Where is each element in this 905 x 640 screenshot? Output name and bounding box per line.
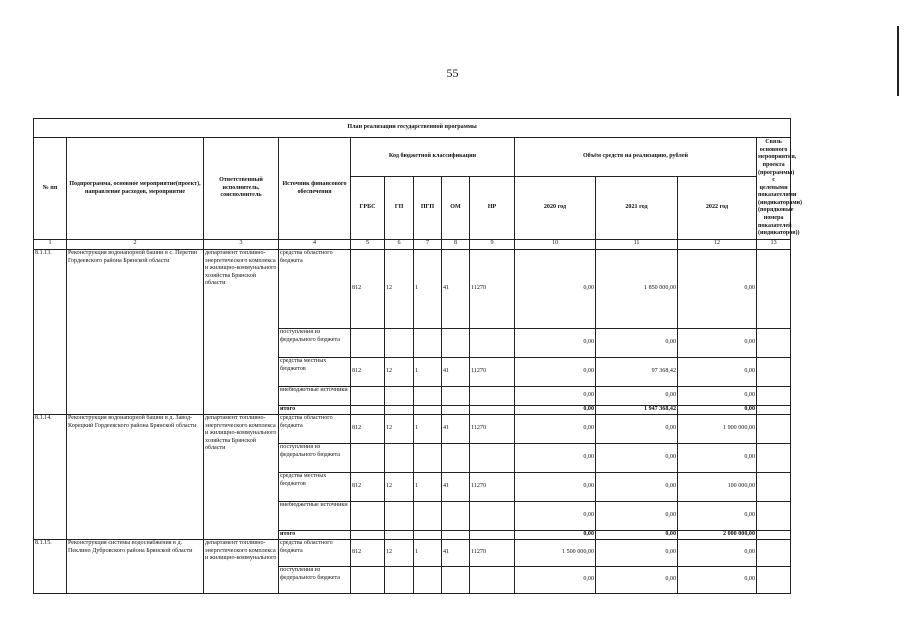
code-nr [470, 329, 515, 358]
amount-2020: 0,00 [515, 473, 596, 502]
amount-2022: 0,00 [678, 250, 757, 329]
indicator-link-cell [757, 444, 791, 473]
item-responsible: департамент топливно-энергетического комплекса и жилищно-коммунального хозяйства Брянской области [204, 415, 279, 540]
code-grbs [351, 329, 385, 358]
code-grbs: 812 [351, 415, 385, 444]
empty-code-cell [385, 406, 414, 415]
code-om [442, 444, 470, 473]
indicator-link-cell [757, 415, 791, 444]
empty-code-cell [470, 531, 515, 540]
item-name: Реконструкция водонапорной башни в с. Перетин Гордеевского района Брянской области [67, 250, 204, 415]
code-nr: 11270 [470, 540, 515, 567]
table-row [34, 415, 791, 444]
total-2021: 1 947 368,42 [596, 406, 678, 415]
code-grbs [351, 444, 385, 473]
code-pgp [414, 329, 442, 358]
total-2021: 0,00 [596, 531, 678, 540]
col-number: 6 [385, 240, 414, 250]
amount-2021: 97 368,42 [596, 358, 678, 387]
amount-2021: 0,00 [596, 567, 678, 594]
amount-2022: 0,00 [678, 358, 757, 387]
empty-code-cell [414, 531, 442, 540]
code-pgp: 1 [414, 358, 442, 387]
code-nr: 11270 [470, 250, 515, 329]
code-nr [470, 444, 515, 473]
indicator-link-cell [757, 387, 791, 406]
total-2022: 0,00 [678, 406, 757, 415]
code-nr [470, 387, 515, 406]
indicator-link-cell [757, 540, 791, 567]
code-pgp [414, 444, 442, 473]
amount-2021: 1 850 000,00 [596, 250, 678, 329]
amount-2020: 0,00 [515, 387, 596, 406]
amount-2021: 0,00 [596, 329, 678, 358]
indicator-link-cell [757, 406, 791, 415]
total-2020: 0,00 [515, 406, 596, 415]
page-number: 55 [446, 66, 459, 80]
amount-2020: 0,00 [515, 250, 596, 329]
empty-code-cell [351, 531, 385, 540]
amount-2022: 0,00 [678, 567, 757, 594]
item-name: Реконструкция системы водоснабжения в д. Пеклино Дубровского района Брянской области [67, 540, 204, 594]
amount-2020: 0,00 [515, 358, 596, 387]
empty-code-cell [442, 531, 470, 540]
empty-code-cell [351, 406, 385, 415]
code-om [442, 567, 470, 594]
code-pgp [414, 502, 442, 531]
col-number: 9 [470, 240, 515, 250]
program-plan-table [33, 118, 803, 594]
code-gp [385, 444, 414, 473]
header-y2021: 2021 год [596, 177, 678, 240]
header-pgp: ПГП [414, 177, 442, 240]
col-number: 2 [67, 240, 204, 250]
table-title: План реализации государственной программы [34, 119, 791, 138]
header-source: Источник финансового обеспечения [279, 138, 351, 240]
amount-2020: 0,00 [515, 567, 596, 594]
funding-source: поступления из федерального бюджета [279, 444, 351, 473]
indicator-link-cell [757, 358, 791, 387]
code-om [442, 329, 470, 358]
code-om: 41 [442, 473, 470, 502]
empty-code-cell [442, 406, 470, 415]
header-volume: Объём средств на реализацию, рублей [515, 138, 757, 177]
code-pgp: 1 [414, 540, 442, 567]
code-gp [385, 567, 414, 594]
code-grbs: 812 [351, 250, 385, 329]
item-responsible: департамент топливно-энергетического комплекса и жилищно-коммунального [204, 540, 279, 594]
col-number: 8 [442, 240, 470, 250]
funding-source: средства областного бюджета [279, 540, 351, 567]
total-2022: 2 000 000,00 [678, 531, 757, 540]
code-om: 41 [442, 358, 470, 387]
scan-edge-mark [897, 26, 899, 96]
amount-2022: 0,00 [678, 502, 757, 531]
table-row [34, 540, 791, 567]
funding-source: средства областного бюджета [279, 250, 351, 329]
amount-2022: 0,00 [678, 329, 757, 358]
code-om: 41 [442, 250, 470, 329]
code-pgp: 1 [414, 250, 442, 329]
code-om [442, 387, 470, 406]
col-number: 7 [414, 240, 442, 250]
funding-source: средства местных бюджетов [279, 473, 351, 502]
code-gp [385, 387, 414, 406]
code-nr: 11270 [470, 473, 515, 502]
empty-code-cell [414, 406, 442, 415]
amount-2021: 0,00 [596, 502, 678, 531]
empty-code-cell [470, 406, 515, 415]
table-row [34, 250, 791, 329]
col-number: 12 [678, 240, 757, 250]
amount-2022: 1 900 000,00 [678, 415, 757, 444]
amount-2022: 0,00 [678, 540, 757, 567]
code-pgp [414, 387, 442, 406]
code-nr: 11270 [470, 415, 515, 444]
amount-2021: 0,00 [596, 540, 678, 567]
item-number: 8.1.13. [34, 250, 67, 415]
col-number: 5 [351, 240, 385, 250]
header-y2022: 2022 год [678, 177, 757, 240]
item-name: Реконструкция водонапорной башни в д. Завод-Корецкий Гордеевского района Брянской области [67, 415, 204, 540]
amount-2021: 0,00 [596, 444, 678, 473]
header-budget-code: Код бюджетной классификации [351, 138, 515, 177]
amount-2021: 0,00 [596, 473, 678, 502]
amount-2021: 0,00 [596, 387, 678, 406]
col-number: 4 [279, 240, 351, 250]
funding-source: внебюджетные источники [279, 502, 351, 531]
header-gp: ГП [385, 177, 414, 240]
col-number: 11 [596, 240, 678, 250]
indicator-link-cell [757, 502, 791, 531]
amount-2020: 0,00 [515, 444, 596, 473]
header-grbs: ГРБС [351, 177, 385, 240]
total-label: итого [279, 406, 351, 415]
code-gp [385, 329, 414, 358]
code-gp: 12 [385, 415, 414, 444]
header-link: Связь основного мероприятия, проекта (программы) с целевыми показателями (индикаторами) (порядковые номера показателей (индикаторов)) [757, 138, 791, 240]
code-nr [470, 502, 515, 531]
amount-2022: 0,00 [678, 387, 757, 406]
code-om: 41 [442, 540, 470, 567]
code-gp: 12 [385, 473, 414, 502]
code-gp: 12 [385, 358, 414, 387]
column-number-row [34, 240, 791, 250]
col-number: 3 [204, 240, 279, 250]
code-gp [385, 502, 414, 531]
empty-code-cell [385, 531, 414, 540]
code-om: 41 [442, 415, 470, 444]
item-number: 8.1.15. [34, 540, 67, 594]
item-number: 8.1.14. [34, 415, 67, 540]
funding-source: поступления из федерального бюджета [279, 329, 351, 358]
header-responsible: Ответственный исполнитель, соисполнитель [204, 138, 279, 240]
amount-2021: 0,00 [596, 415, 678, 444]
code-grbs [351, 387, 385, 406]
indicator-link-cell [757, 531, 791, 540]
indicator-link-cell [757, 473, 791, 502]
amount-2020: 0,00 [515, 329, 596, 358]
total-2020: 0,00 [515, 531, 596, 540]
code-nr: 11270 [470, 358, 515, 387]
code-pgp [414, 567, 442, 594]
code-grbs: 812 [351, 358, 385, 387]
code-pgp: 1 [414, 473, 442, 502]
code-nr [470, 567, 515, 594]
amount-2020: 1 500 000,00 [515, 540, 596, 567]
code-om [442, 502, 470, 531]
code-gp: 12 [385, 540, 414, 567]
header-subprogram: Подпрограмма, основное мероприятие(проект), направление расходов, мероприятие [67, 138, 204, 240]
funding-source: внебюджетные источники [279, 387, 351, 406]
amount-2020: 0,00 [515, 502, 596, 531]
total-label: итого [279, 531, 351, 540]
amount-2020: 0,00 [515, 415, 596, 444]
code-grbs: 812 [351, 473, 385, 502]
header-nr: НР [470, 177, 515, 240]
col-number: 10 [515, 240, 596, 250]
indicator-link-cell [757, 567, 791, 594]
col-number: 1 [34, 240, 67, 250]
amount-2022: 100 000,00 [678, 473, 757, 502]
funding-source: средства областного бюджета [279, 415, 351, 444]
funding-source: средства местных бюджетов [279, 358, 351, 387]
code-grbs: 812 [351, 540, 385, 567]
col-number: 13 [757, 240, 791, 250]
funding-source: поступления из федерального бюджета [279, 567, 351, 594]
header-num: № пп [34, 138, 67, 240]
code-gp: 12 [385, 250, 414, 329]
code-grbs [351, 502, 385, 531]
header-om: ОМ [442, 177, 470, 240]
indicator-link-cell [757, 329, 791, 358]
item-responsible: департамент топливно-энергетического комплекса и жилищно-коммунального хозяйства Брянской области [204, 250, 279, 415]
amount-2022: 0,00 [678, 444, 757, 473]
code-pgp: 1 [414, 415, 442, 444]
indicator-link-cell [757, 250, 791, 329]
code-grbs [351, 567, 385, 594]
header-y2020: 2020 год [515, 177, 596, 240]
